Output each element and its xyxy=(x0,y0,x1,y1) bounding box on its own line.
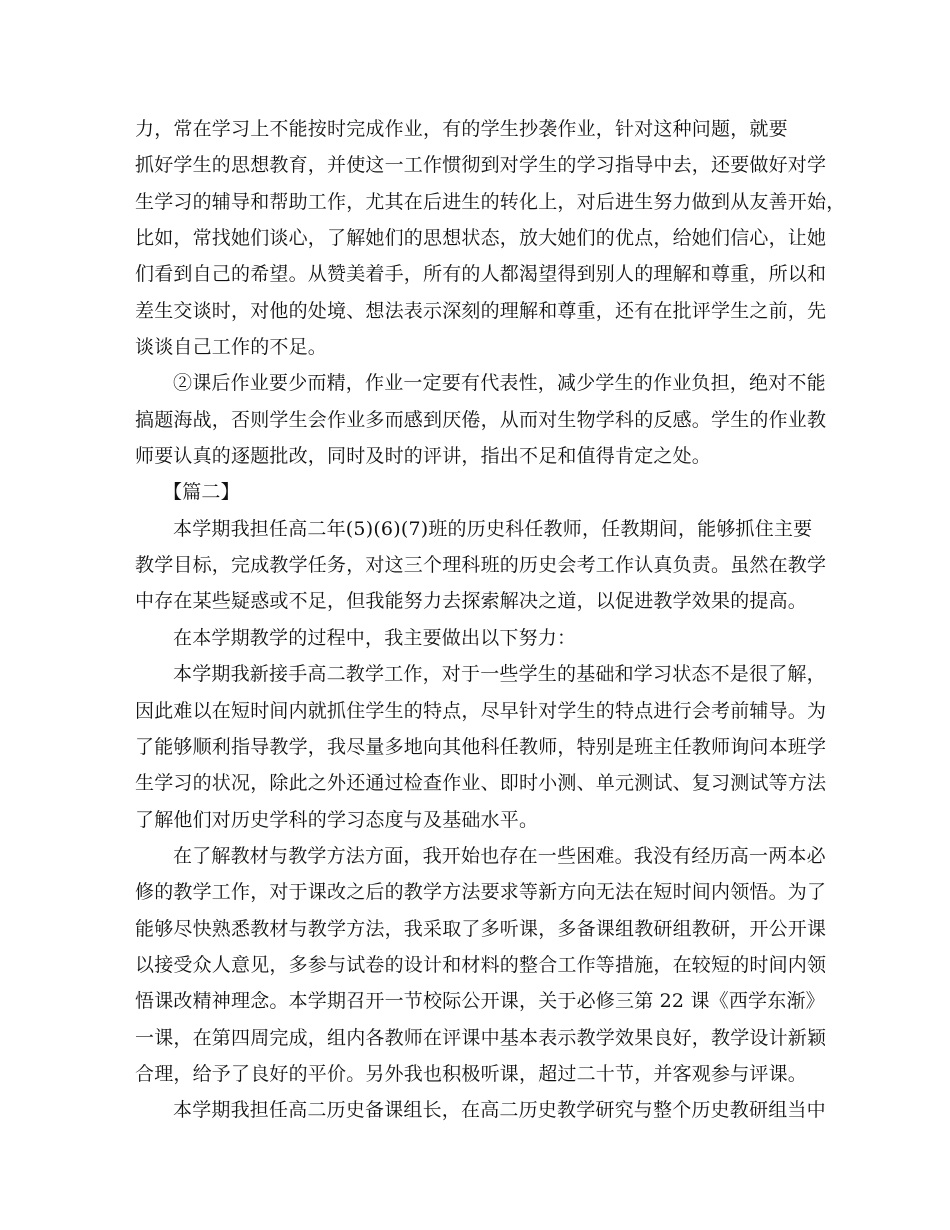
text-line: 在了解教材与教学方法方面，我开始也存在一些困难。我没有经历高一两本必 xyxy=(173,844,826,867)
text-line: 差生交谈时，对他的处境、想法表示深刻的理解和尊重，还有在批评学生之前，先 xyxy=(135,299,827,322)
text-line: 教学目标，完成教学任务，对这三个理科班的历史会考工作认真负责。虽然在教学 xyxy=(135,554,827,577)
text-line: 能够尽快熟悉教材与教学方法，我采取了多听课，多备课组教研组教研，开公开课 xyxy=(135,917,827,940)
text-line: 合理，给予了良好的平价。另外我也积极听课，超过二十节，并客观参与评课。 xyxy=(135,1062,808,1085)
text-line: 一课，在第四周完成，组内各教师在评课中基本表示教学效果良好，教学设计新颖 xyxy=(135,1026,827,1049)
text-line: 以接受众人意见，多参与试卷的设计和材料的整合工作等措施，在较短的时间内领 xyxy=(135,953,827,976)
text-line: ②课后作业要少而精，作业一定要有代表性，减少学生的作业负担，绝对不能 xyxy=(173,372,826,395)
text-line: 中存在某些疑惑或不足，但我能努力去探索解决之道，以促进教学效果的提高。 xyxy=(135,590,808,613)
text-line: 修的教学工作，对于课改之后的教学方法要求等新方向无法在短时间内领悟。为了 xyxy=(135,881,827,904)
text-line: 生学习的状况，除此之外还通过检查作业、即时小测、单元测试、复习测试等方法 xyxy=(135,772,827,795)
text-line: 本学期我新接手高二教学工作，对于一些学生的基础和学习状态不是很了解， xyxy=(173,663,826,686)
text-line: 悟课改精神理念。本学期召开一节校际公开课，关于必修三第 22 课《西学东渐》 xyxy=(135,990,825,1013)
text-line: 抓好学生的思想教育，并使这一工作惯彻到对学生的学习指导中去，还要做好对学 xyxy=(135,154,827,177)
text-line: 了解他们对历史学科的学习态度与及基础水平。 xyxy=(135,808,539,831)
text-line: 生学习的辅导和帮助工作，尤其在后进生的转化上，对后进生努力做到从友善开始， xyxy=(135,190,846,213)
text-line: 了能够顺利指导教学，我尽量多地向其他科任教师，特别是班主任教师询问本班学 xyxy=(135,735,827,758)
document-body xyxy=(135,111,846,1129)
text-line: 师要认真的逐题批改，同时及时的评讲，指出不足和值得肯定之处。 xyxy=(135,445,712,468)
text-line: 因此难以在短时间内就抓住学生的特点，尽早针对学生的特点进行会考前辅导。为 xyxy=(135,699,827,722)
text-line: 谈谈自己工作的不足。 xyxy=(135,336,328,359)
text-line: 搞题海战，否则学生会作业多而感到厌倦，从而对生物学科的反感。学生的作业教 xyxy=(135,408,827,431)
text-line: 本学期我担任高二年(5)(6)(7)班的历史科任教师，任教期间，能够抓住主要 xyxy=(173,517,813,540)
text-line: 本学期我担任高二历史备课组长，在高二历史教学研究与整个历史教研组当中 xyxy=(173,1099,826,1122)
text-line: 比如，常找她们谈心，了解她们的思想状态，放大她们的优点，给她们信心，让她 xyxy=(135,227,827,250)
text-line: 在本学期教学的过程中，我主要做出以下努力： xyxy=(173,626,577,649)
text-line: 们看到自己的希望。从赞美着手，所有的人都渴望得到别人的理解和尊重，所以和 xyxy=(135,263,827,286)
section-heading: 【篇二】 xyxy=(163,481,240,504)
text-line: 力，常在学习上不能按时完成作业，有的学生抄袭作业，针对这种问题，就要 xyxy=(135,118,788,140)
